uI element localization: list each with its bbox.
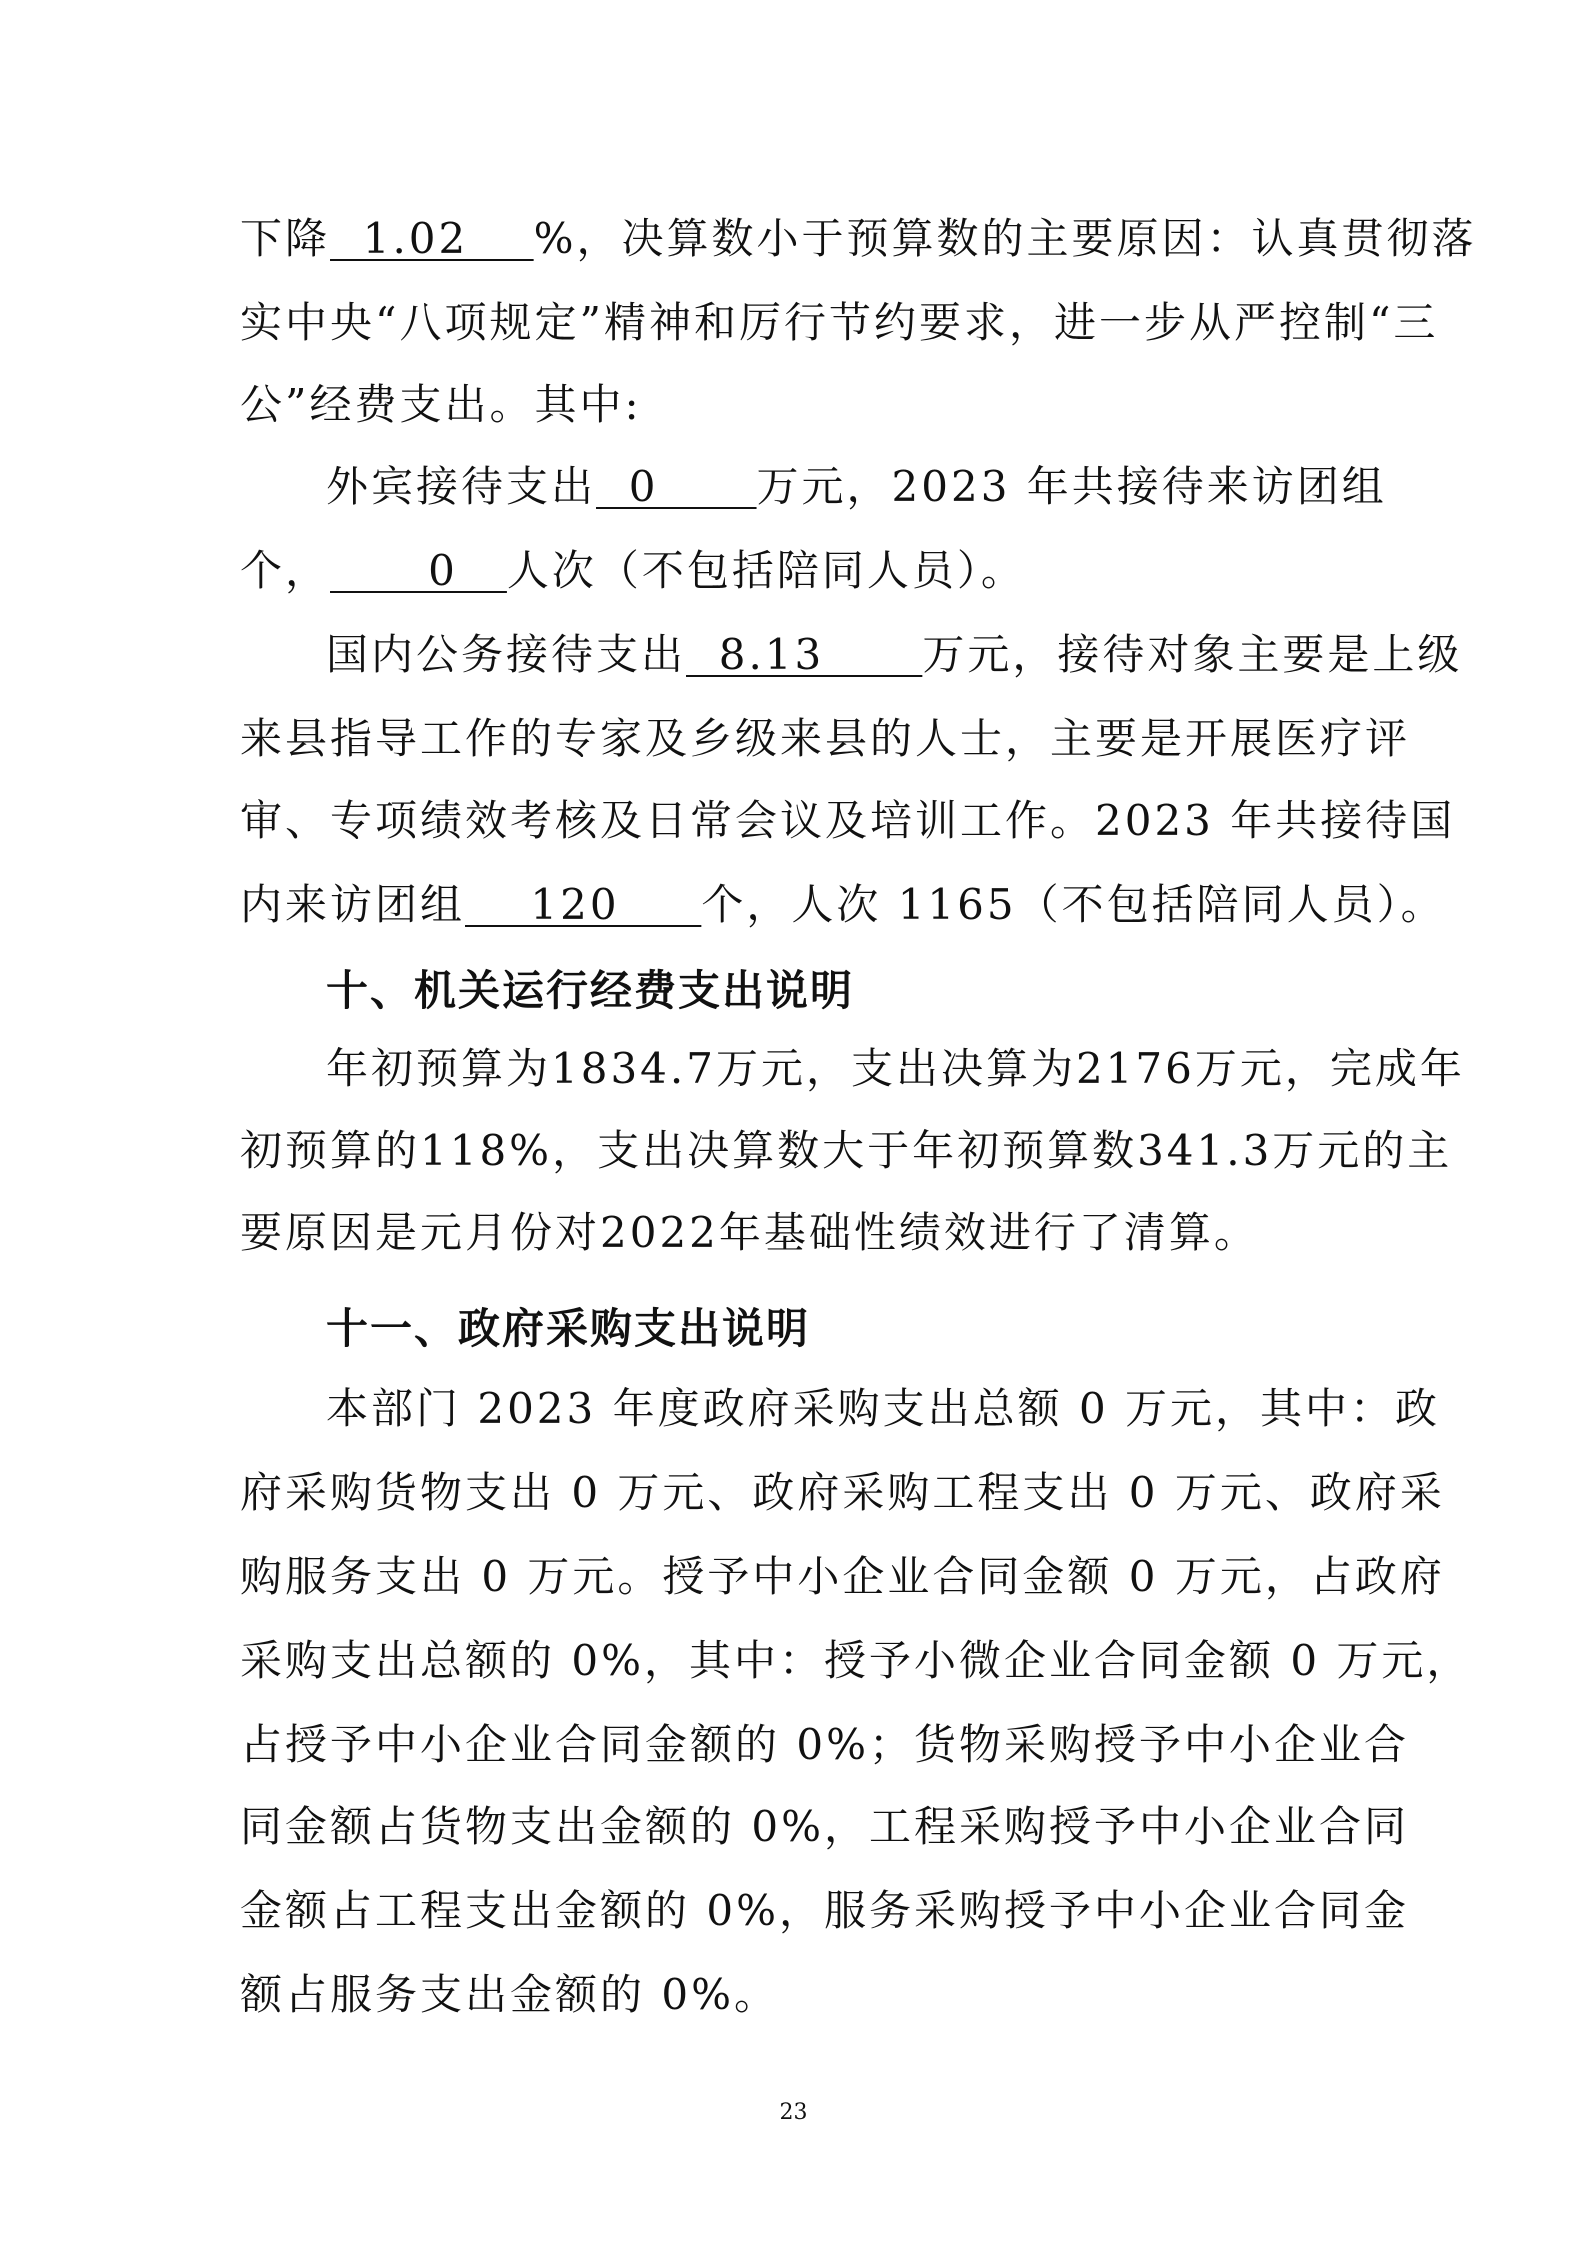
section-heading: 十一、政府采购支出说明 (326, 1304, 811, 1353)
text-fragment: 个，人次 1165（不包括陪同人员）。 (701, 880, 1446, 929)
underlined-value: 8.13 (686, 630, 923, 679)
text-line: 府采购货物支出 0 万元、政府采购工程支出 0 万元、政府采 (240, 1468, 1445, 1517)
text-fragment: 国内公务接待支出 (326, 630, 687, 679)
text-line: 本部门 2023 年度政府采购支出总额 0 万元，其中：政 (326, 1384, 1441, 1433)
text-line: 来县指导工作的专家及乡级来县的人士，主要是开展医疗评 (240, 714, 1411, 763)
underlined-value: 1.02 (330, 214, 534, 263)
text-line: 同金额占货物支出金额的 0%，工程采购授予中小企业合同 (240, 1802, 1409, 1851)
section-heading: 十、机关运行经费支出说明 (326, 966, 855, 1015)
text-line: 购服务支出 0 万元。授予中小企业合同金额 0 万元，占政府 (240, 1552, 1445, 1601)
text-fragment: 人次（不包括陪同人员）。 (506, 546, 1026, 595)
underlined-value: 0 (596, 462, 757, 511)
text-line: 额占服务支出金额的 0%。 (240, 1970, 779, 2019)
page-number: 23 (779, 2100, 808, 2125)
text-line (326, 630, 1463, 679)
text-line: 初预算的118%，支出决算数大于年初预算数341.3万元的主 (240, 1126, 1453, 1175)
text-line: 审、专项绩效考核及日常会议及培训工作。2023 年共接待国 (240, 796, 1456, 845)
text-line: 公”经费支出。其中: (240, 380, 642, 429)
text-fragment: 万元，接待对象主要是上级 (922, 630, 1463, 679)
text-fragment: 个， (240, 546, 331, 595)
text-line: 占授予中小企业合同金额的 0%；货物采购授予中小企业合 (240, 1720, 1409, 1769)
text-line (240, 214, 1477, 263)
text-fragment: 外宾接待支出 (326, 462, 597, 511)
text-line (326, 462, 1387, 511)
underlined-value: 120 (465, 880, 702, 929)
text-line (240, 880, 1446, 929)
text-line (240, 546, 1360, 595)
text-line: 实中央“八项规定”精神和厉行节约要求，进一步从严控制“三 (240, 298, 1439, 347)
underlined-value: 0 (330, 546, 507, 595)
text-line: 金额占工程支出金额的 0%，服务采购授予中小企业合同金 (240, 1886, 1409, 1935)
text-fragment: 下降 (240, 214, 331, 263)
text-line: 年初预算为1834.7万元，支出决算为2176万元，完成年 (326, 1044, 1465, 1093)
text-fragment: 万元，2023 年共接待来访团组 (756, 462, 1387, 511)
text-line: 采购支出总额的 0%，其中：授予小微企业合同金额 0 万元， (240, 1636, 1472, 1685)
text-fragment: 内来访团组 (240, 880, 466, 929)
text-fragment: %，决算数小于预算数的主要原因：认真贯彻落 (533, 214, 1477, 263)
text-line: 要原因是元月份对2022年基础性绩效进行了清算。 (240, 1208, 1259, 1257)
